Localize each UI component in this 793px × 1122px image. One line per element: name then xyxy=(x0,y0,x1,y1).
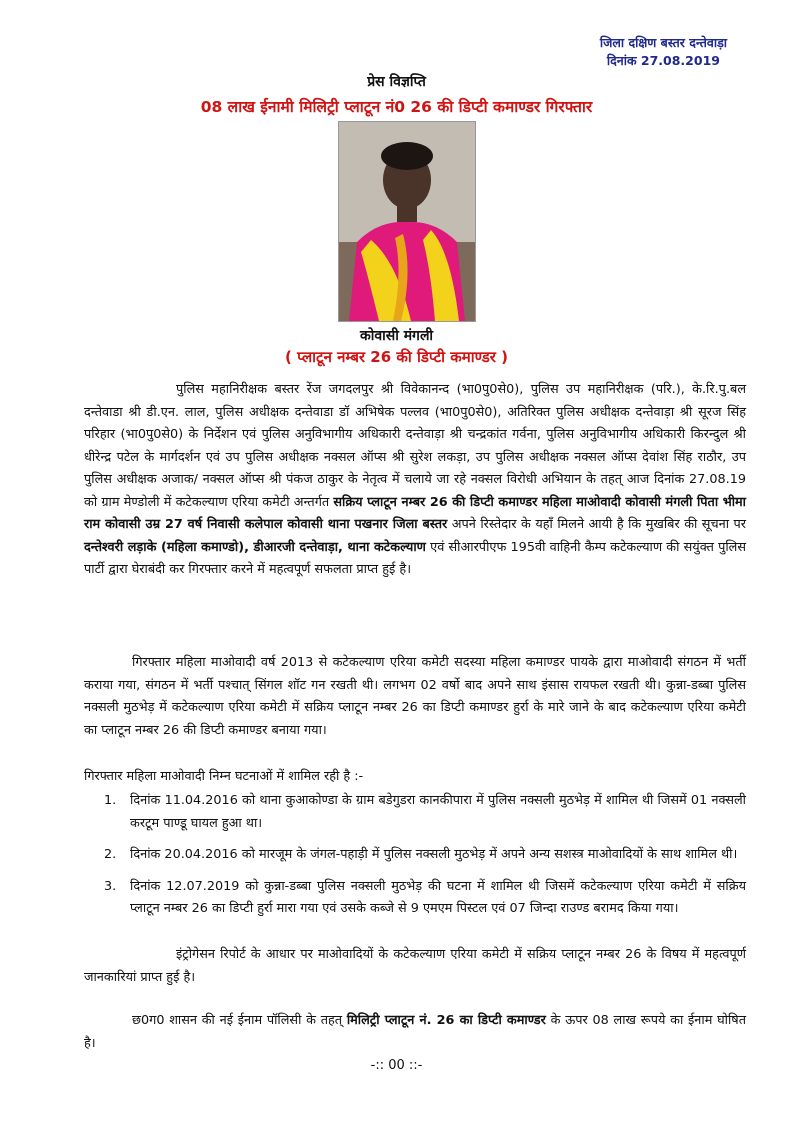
list-item xyxy=(104,876,746,921)
list-item-text: दिनांक 20.04.2016 को मारजूम के जंगल-पहाड़ी में पुलिस नक्सली मुठभेड़ में अपने अन्य सशस्त्र माओवादियों के साथ शामिल थी। xyxy=(130,847,738,862)
dateline xyxy=(600,34,727,70)
arrested-person-photo xyxy=(338,121,476,322)
paragraph1-bold-1: सक्रिय प्लाटून नम्बर 26 की डिप्टी कमाण्डर महिला माओवादी कोवासी मंगली पिता भीमा राम कोवासी उम्र 27 वर्ष निवासी कलेपाल कोवासी थाना पखनार जिला बस्तर xyxy=(84,494,747,532)
paragraph-reward xyxy=(84,1010,746,1055)
press-release-title: प्रेस विज्ञप्ति xyxy=(367,74,426,90)
release-date: दिनांक 27.08.2019 xyxy=(606,53,720,68)
incidents-intro: गिरफ्तार महिला माओवादी निम्न घटनाओं में शामिल रही है :- xyxy=(84,769,364,784)
list-item-number: 3. xyxy=(104,878,117,894)
paragraph4-text-1: छ0ग0 शासन की नई ईनाम पॉलिसी के तहत् xyxy=(132,1013,347,1028)
end-mark: -:: 00 ::- xyxy=(370,1058,423,1073)
paragraph1-text-2: अपने रिस्तेदार के यहाँ मिलने आयी है कि मुखबिर की सूचना पर xyxy=(447,517,746,532)
headline: 08 लाख ईनामी मिलिट्री प्लाटून नं0 26 की डिप्टी कमाण्डर गिरफ्तार xyxy=(200,98,593,116)
paragraph4-bold: मिलिट्री प्लाटून नं. 26 का डिप्टी कमाण्डर xyxy=(346,1013,546,1028)
list-item xyxy=(104,790,746,835)
paragraph1-text-3: एवं सीआरपीएफ 195वी वाहिनी कैम्प कटेकल्याण की सयुंक्त पुलिस पार्टी द्वारा घेराबंदी कर गिरफ्तार करने में महत्वपूर्ण सफलता प्राप्त हुई है। xyxy=(84,539,746,577)
district-label: जिला दक्षिण बस्तर दन्तेवाड़ा xyxy=(599,35,727,50)
paragraph4-text-2: के ऊपर 08 लाख रूपये का ईनाम घोषित है। xyxy=(84,1013,746,1051)
paragraph1-bold-2: दन्तेश्वरी लड़ाके (महिला कमाण्डो), डीआरजी दन्तेवाड़ा, थाना कटेकल्याण xyxy=(84,539,426,555)
paragraph-operation-details xyxy=(84,379,746,582)
paragraph-interrogation: इंट्रोगेसन रिपोर्ट के आधार पर माओवादियों के कटेकल्याण एरिया कमेटी में सक्रिय प्लाटून नम्बर 26 के विषय में महत्वपूर्ण जानकारियां प्राप्त हुई है। xyxy=(84,947,746,985)
list-item-text: दिनांक 12.07.2019 को कुन्ना-डब्बा पुलिस नक्सली मुठभेड़ की घटना में शामिल थी जिसमें कटेकल्याण एरिया कमेटी में सक्रिय प्लाटून नम्बर 26 का डिप्टी हुर्रा मारा गया एवं उसके कब्जे से 9 एमएम पिस्टल एवं 07 जिन्दा राउण्ड बरामद किया गया। xyxy=(130,878,746,916)
photo-caption-name: कोवासी मंगली xyxy=(359,328,434,344)
portrait-illustration xyxy=(339,122,475,321)
list-item-number: 1. xyxy=(104,793,117,808)
list-item-number: 2. xyxy=(104,847,117,862)
incidents-list xyxy=(104,790,746,930)
paragraph1-text-1: पुलिस महानिरीक्षक बस्तर रेंज जगदलपुर श्री विवेकानन्द (भा0पु0से0), पुलिस उप महानिरीक्षक (परि.), के.रि.पु.बल दन्तेवाडा श्री डी.एन. लाल, पुलिस अधीक्षक दन्तेवाडा डॉ अभिषेक पल्लव (भा0पु0से0), अतिरिक्त पुलिस अधीक्षक दन्तेवाड़ा श्री सूरज सिंह परिहार (भा0पु0से0) के निर्देशन एवं पुलिस अनुविभागीय अधिकारी दन्तेवाड़ा श्री चन्द्रकांत गर्वना, पुलिस अनुविभागीय अधिकारी किरन्दुल श्री धीरेन्द्र पटेल के मार्गदर्शन एवं उप पुलिस अधीक्षक नक्सल ऑप्स श्री सुरेश लकड़ा, उप पुलिस अधीक्षक नक्सल ऑप्स देवांश सिंह राठौर, उप पुलिस अधीक्षक अजाक/ नक्सल ऑप्स श्री पंकज ठाकुर के नेतृत्व में चलाये जा रहे नक्सल विरोधी अभियान के तहत् आज दिनांक 27.08.19 को ग्राम मेण्डोली में कटेकल्याण एरिया कमेटी अन्तर्गत xyxy=(84,382,746,510)
photo-caption-role: ( प्लाटून नम्बर 26 की डिप्टी कमाण्डर ) xyxy=(285,348,508,366)
list-item xyxy=(104,844,746,867)
list-item-text: दिनांक 11.04.2016 को थाना कुआकोण्डा के ग्राम बडेगुडरा कानकीपारा में पुलिस नक्सली मुठभेड़ में शामिल थी जिसमें 01 नक्सली करटूम पाण्डू घायल हुआ था। xyxy=(130,793,746,831)
paragraph-background: गिरफ्तार महिला माओवादी वर्ष 2013 से कटेकल्याण एरिया कमेटी सदस्या महिला कमाण्डर पायके द्वारा माओवादी संगठन में भर्ती कराया गया, संगठन में भर्ती पश्चात् सिंगल शॉट गन रखती थी। लगभग 02 वर्षो बाद अपने साथ इंसास रायफल रखती थी। कुन्ना-डब्बा पुलिस नक्सली मुठभेड़ में कटेकल्याण एरिया कमेटी में सक्रिय प्लाटून नम्बर 26 का डिप्टी कमाण्डर हुर्रा के मारे जाने के बाद कटेकल्याण एरिया कमेटी का प्लाटून नम्बर 26 की डिप्टी कमाण्डर बनाया गया। xyxy=(84,655,746,738)
